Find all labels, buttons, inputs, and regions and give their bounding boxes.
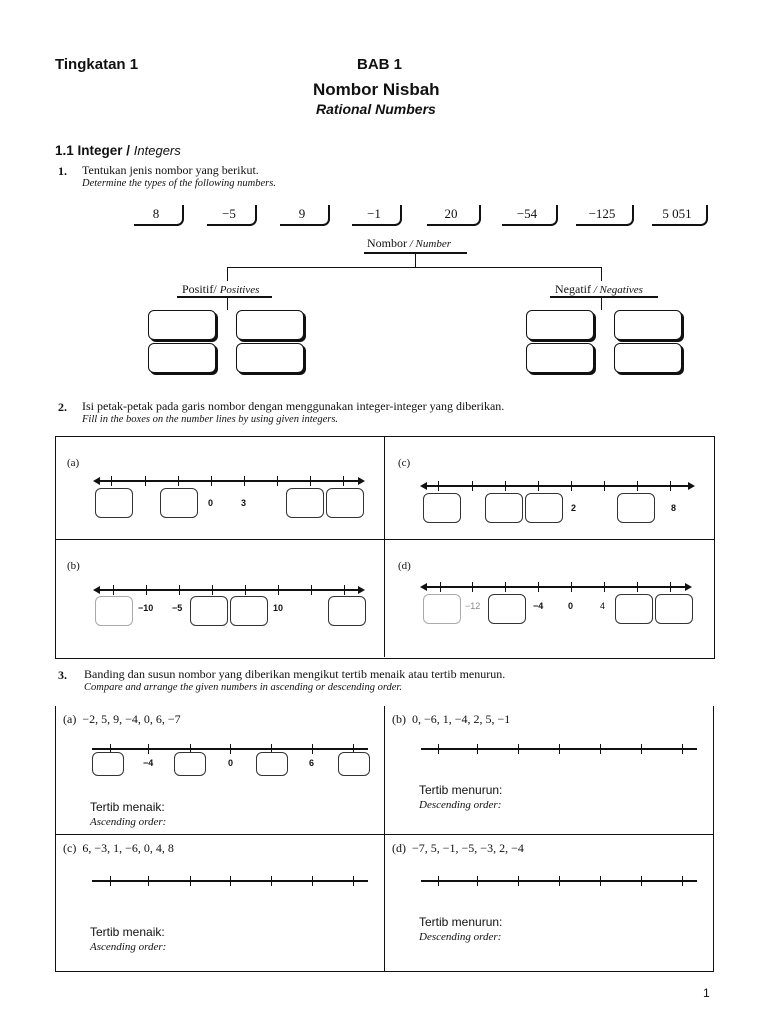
tick-mark <box>245 585 246 595</box>
tick-mark <box>559 744 560 754</box>
tick-mark <box>604 582 605 592</box>
tick-mark <box>571 481 572 491</box>
answer-box[interactable] <box>236 310 304 340</box>
tick-mark <box>505 481 506 491</box>
arrow-left-icon <box>93 477 100 485</box>
q2-instruction: Isi petak-petak pada garis nombor dengan menggunakan integer-integer yang diberikan. <box>82 399 505 413</box>
tick-label: 0 <box>208 498 214 508</box>
q3b-heading: (b) 0, −6, 1, −4, 2, 5, −1 <box>392 712 511 726</box>
q2-instruction-en: Fill in the boxes on the number lines by using given integers. <box>82 414 339 425</box>
answer-box[interactable] <box>525 493 563 523</box>
tick-mark <box>438 481 439 491</box>
q3d-order-label-en: Descending order: <box>419 931 502 943</box>
tick-label: 10 <box>273 603 284 613</box>
number-value: −5 <box>222 206 236 221</box>
tick-label: −10 <box>138 603 154 613</box>
q1-number-tag <box>652 204 710 226</box>
section-heading-ms: 1.1 Integer / <box>55 143 134 158</box>
tick-mark <box>145 476 146 486</box>
q1-instruction: Tentukan jenis nombor yang berikut. <box>82 163 259 177</box>
q3d-heading: (d) −7, 5, −1, −5, −3, 2, −4 <box>392 841 524 855</box>
q3-instruction: Banding dan susun nombor yang diberikan mengikut tertib menaik atau tertib menurun. <box>84 667 506 681</box>
answer-box[interactable] <box>148 310 216 340</box>
tree-branch <box>227 298 228 310</box>
q1-number-tag <box>207 204 259 226</box>
number-line <box>98 480 360 482</box>
answer-box[interactable] <box>326 488 364 518</box>
q3-grid-border <box>713 706 714 972</box>
tick-mark <box>472 582 473 592</box>
tree-root-label: Nombor / Number <box>367 236 451 250</box>
q1-number-tag <box>280 204 332 226</box>
q3-number: 3. <box>58 668 67 682</box>
q3c-heading: (c) 6, −3, 1, −6, 0, 4, 8 <box>63 841 174 855</box>
tree-negative-label: Negatif / Negatives <box>555 282 643 296</box>
bracket-line <box>321 205 330 226</box>
tick-mark <box>110 876 111 886</box>
tick-label: −12 <box>465 601 481 611</box>
answer-box[interactable] <box>174 752 206 776</box>
number-line <box>425 586 687 588</box>
number-value: 9 <box>298 206 306 221</box>
tick-mark <box>600 744 601 754</box>
arrow-left-icon <box>420 482 427 490</box>
tick-mark <box>343 476 344 486</box>
tick-mark <box>518 876 519 886</box>
section-heading-en: Integers <box>133 143 181 158</box>
q3d-order-label: Tertib menurun: <box>419 915 503 929</box>
tree-branch <box>227 267 602 268</box>
q2-grid-divider <box>55 539 714 540</box>
number-value: −1 <box>367 206 381 221</box>
q1-number-tag <box>352 204 404 226</box>
number-value: −54 <box>516 206 538 221</box>
tree-positive-label: Positif/ Positives <box>182 282 260 296</box>
answer-box[interactable] <box>190 596 228 626</box>
tree-branch <box>227 267 228 281</box>
tick-mark <box>477 876 478 886</box>
section-heading <box>55 143 181 158</box>
answer-box[interactable] <box>655 594 693 624</box>
answer-box[interactable] <box>617 493 655 523</box>
tick-mark <box>353 876 354 886</box>
bracket-line <box>625 205 634 226</box>
tick-mark <box>311 585 312 595</box>
page-subtitle: Rational Numbers <box>316 101 436 117</box>
bracket-line <box>427 224 475 226</box>
answer-box[interactable] <box>160 488 198 518</box>
tree-branch <box>415 254 416 268</box>
q3c-order-label-en: Ascending order: <box>90 941 167 953</box>
answer-box[interactable] <box>526 343 594 373</box>
tick-mark <box>559 876 560 886</box>
tick-mark <box>113 585 114 595</box>
bracket-line <box>248 205 257 226</box>
tick-mark <box>111 476 112 486</box>
tick-mark <box>148 876 149 886</box>
tick-mark <box>211 476 212 486</box>
bracket-line <box>472 205 481 226</box>
tick-label: 8 <box>671 503 677 513</box>
answer-box[interactable] <box>526 310 594 340</box>
tick-mark <box>230 744 231 754</box>
tick-mark <box>178 476 179 486</box>
tick-label: 0 <box>228 758 234 768</box>
bracket-line <box>699 205 708 226</box>
answer-box[interactable] <box>95 488 133 518</box>
tick-mark <box>190 876 191 886</box>
tick-mark <box>518 744 519 754</box>
tick-mark <box>641 876 642 886</box>
tree-branch <box>601 267 602 281</box>
tree-positive-underline <box>177 296 272 298</box>
tick-mark <box>438 744 439 754</box>
number-value: 8 <box>152 206 160 221</box>
tick-mark <box>538 481 539 491</box>
tick-label: −4 <box>143 758 154 768</box>
tick-mark <box>670 582 671 592</box>
tick-mark <box>277 476 278 486</box>
bracket-line <box>576 224 628 226</box>
q2c-letter: (c) <box>398 457 411 469</box>
tick-mark <box>600 876 601 886</box>
answer-box[interactable] <box>423 594 461 624</box>
q3a-order-label: Tertib menaik: <box>90 800 165 814</box>
arrow-left-icon <box>93 586 100 594</box>
q3b-order-label-en: Descending order: <box>419 799 502 811</box>
answer-box[interactable] <box>236 343 304 373</box>
q2b-letter: (b) <box>67 560 80 572</box>
answer-box[interactable] <box>286 488 324 518</box>
form-label: Tingkatan 1 <box>55 56 139 73</box>
answer-box[interactable] <box>615 594 653 624</box>
bracket-line <box>549 205 558 226</box>
answer-box[interactable] <box>92 752 124 776</box>
tick-mark <box>271 876 272 886</box>
answer-box[interactable] <box>148 343 216 373</box>
tick-mark <box>472 481 473 491</box>
number-line <box>425 485 690 487</box>
q3-grid-border <box>55 706 56 972</box>
tick-mark <box>244 476 245 486</box>
bracket-line <box>352 224 396 226</box>
q1-number-tag <box>427 204 483 226</box>
answer-box[interactable] <box>423 493 461 523</box>
bracket-line <box>134 224 178 226</box>
answer-box[interactable] <box>328 596 366 626</box>
answer-box[interactable] <box>230 596 268 626</box>
answer-box[interactable] <box>485 493 523 523</box>
tick-label: 6 <box>309 758 315 768</box>
tick-label: 0 <box>568 601 574 611</box>
q3c-order-label: Tertib menaik: <box>90 925 165 939</box>
q3b-order-label: Tertib menurun: <box>419 783 503 797</box>
q2-grid <box>55 436 715 659</box>
arrow-right-icon <box>685 583 692 591</box>
tree-branch <box>601 298 602 310</box>
tick-label: 3 <box>241 498 247 508</box>
tick-mark <box>179 585 180 595</box>
tick-mark <box>278 585 279 595</box>
tick-mark <box>440 582 441 592</box>
q1-number-tag <box>576 204 636 226</box>
number-line <box>98 589 360 591</box>
tick-mark <box>230 876 231 886</box>
q1-instruction-en: Determine the types of the following numbers. <box>82 178 276 189</box>
q2-grid-divider <box>384 436 385 657</box>
bracket-line <box>175 205 184 226</box>
bracket-line <box>652 224 702 226</box>
q3-instruction-en: Compare and arrange the given numbers in ascending or descending order. <box>84 682 402 693</box>
q2d-letter: (d) <box>398 560 411 572</box>
tick-mark <box>538 582 539 592</box>
answer-box[interactable] <box>256 752 288 776</box>
page-number: 1 <box>703 986 710 1000</box>
tick-label: −5 <box>172 603 183 613</box>
tick-mark <box>682 744 683 754</box>
q3a-heading: (a) −2, 5, 9, −4, 0, 6, −7 <box>63 712 181 726</box>
number-value: 5 051 <box>662 206 692 221</box>
answer-box[interactable] <box>95 596 133 626</box>
tick-mark <box>312 876 313 886</box>
number-value: 20 <box>444 206 458 221</box>
q1-number-tag <box>502 204 560 226</box>
arrow-right-icon <box>688 482 695 490</box>
q2-number: 2. <box>58 400 67 414</box>
tick-mark <box>505 582 506 592</box>
answer-box[interactable] <box>488 594 526 624</box>
page-title: Nombor Nisbah <box>313 80 440 99</box>
q1-number-tag <box>134 204 186 226</box>
number-value: −125 <box>588 206 616 221</box>
tick-mark <box>148 744 149 754</box>
tick-mark <box>571 582 572 592</box>
bracket-line <box>393 205 402 226</box>
q2a-letter: (a) <box>67 457 80 469</box>
bracket-line <box>502 224 552 226</box>
tick-mark <box>637 582 638 592</box>
tree-negative-underline <box>550 296 658 298</box>
tick-label: 2 <box>571 503 577 513</box>
answer-box[interactable] <box>614 310 682 340</box>
arrow-right-icon <box>358 586 365 594</box>
q3-grid-divider <box>384 706 385 972</box>
bracket-line <box>207 224 251 226</box>
arrow-right-icon <box>358 477 365 485</box>
tick-label: 4 <box>600 601 606 611</box>
tick-mark <box>146 585 147 595</box>
tick-mark <box>682 876 683 886</box>
tick-mark <box>310 476 311 486</box>
q3a-order-label-en: Ascending order: <box>90 816 167 828</box>
q3-grid-divider <box>55 834 714 835</box>
answer-box[interactable] <box>614 343 682 373</box>
bracket-line <box>280 224 324 226</box>
answer-box[interactable] <box>338 752 370 776</box>
tick-mark <box>670 481 671 491</box>
tick-label: −4 <box>533 601 544 611</box>
tick-mark <box>604 481 605 491</box>
q1-number: 1. <box>58 164 67 178</box>
tick-mark <box>637 481 638 491</box>
tick-mark <box>641 744 642 754</box>
tick-mark <box>438 876 439 886</box>
tick-mark <box>477 744 478 754</box>
arrow-left-icon <box>420 583 427 591</box>
tick-mark <box>212 585 213 595</box>
tick-mark <box>344 585 345 595</box>
tick-mark <box>312 744 313 754</box>
chapter-label: BAB 1 <box>357 56 403 73</box>
